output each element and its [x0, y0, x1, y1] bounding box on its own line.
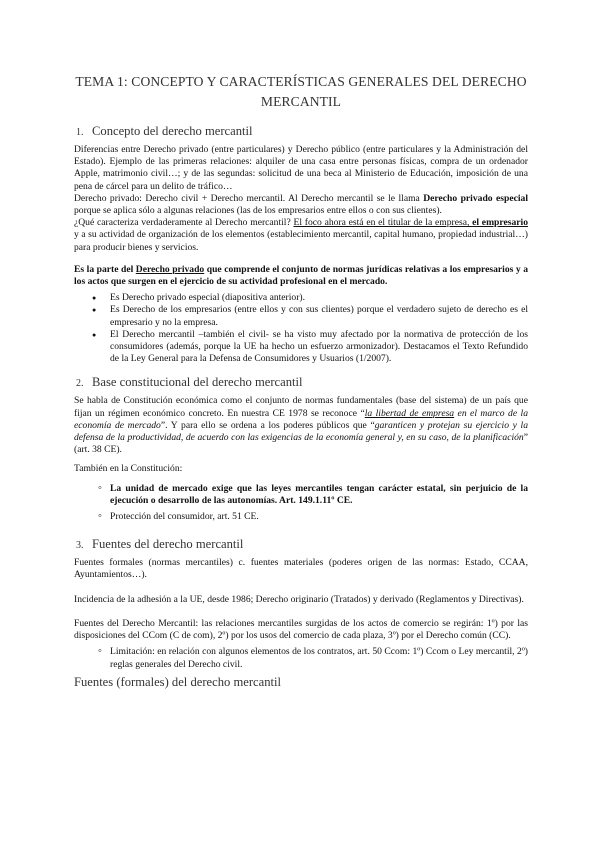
paragraph-incidencia-ue: Incidencia de la adhesión a la UE, desde 1986; Derecho originario (Tratados) y derivado (Reglamentos y Directivas). [74, 593, 524, 605]
fuentes-list [74, 646, 528, 670]
text-run: Derecho privado: Derecho civil + Derecho mercantil. Al Derecho mercantil se le llama [74, 192, 424, 204]
text-run: porque se aplica sólo a algunas relaciones (las de los empresarios entre ellos o con sus clientes). [74, 205, 442, 217]
text-run: ¿Qué caracteriza verdaderamente al Derecho mercantil? [74, 217, 294, 229]
italic-text: en el marco de la economía de mercado [74, 407, 528, 431]
section-number: 2. [76, 378, 84, 390]
document-page [74, 72, 528, 694]
paragraph-caracteriza [74, 217, 528, 254]
list-item: ● El Derecho mercantil –también el civil- se ha visto muy afectado por la normativa de protección de los consumidores (además, porque la UE ha hecho un esfuerzo armonizador). Destacamos el Texto Refundido de la Ley General para la Defensa de Consumidores y Usuarios (1/2007). [74, 329, 528, 366]
section-number: 1. [76, 127, 84, 138]
section-heading-fuentes-formales: Fuentes (formales) del derecho mercantil [74, 674, 282, 689]
underlined-text: El foco ahora está en el titular de la empresa, [293, 217, 473, 229]
paragraph-derecho-privado [74, 193, 528, 217]
page-title: TEMA 1: CONCEPTO Y CARACTERÍSTICAS GENERALES DEL DERECHO MERCANTIL [75, 74, 527, 109]
section-number: 3. [76, 540, 84, 552]
italic-underlined-text: la libertad de empresa [364, 407, 455, 419]
section-heading-text: Base constitucional del derecho mercantil [92, 375, 303, 390]
section-heading-concepto [74, 124, 528, 140]
list-item: ● Es Derecho de los empresarios (entre ellos y con sus clientes) porque el verdadero sujeto de derecho es el empresario y no la empresa. [74, 304, 528, 328]
paragraph-tambien: También en la Constitución: [74, 463, 183, 475]
list-item [74, 483, 528, 507]
section-heading-text: Concepto del derecho mercantil [92, 124, 253, 138]
section-heading-text: Fuentes del derecho mercantil [92, 537, 244, 552]
text-run: Se habla de Constitución económica como el conjunto de normas fundamentales (base del sistema) de un país que fijan un régimen económico concreto. En nuestra CE 1978 se reconoce “ [74, 395, 528, 419]
definition-paragraph [74, 264, 528, 288]
text-run: que comprende el conjunto de normas jurídicas relativas a los empresarios y a los actos que surgen en el ejercicio de su actividad profesional en el mercado. [74, 263, 528, 288]
paragraph-fuentes-formales: Fuentes formales (normas mercantiles) c. fuentes materiales (poderes origen de las normas: Estado, CCAA, Ayuntamientos…). [74, 557, 528, 581]
list-item: ◦ Protección del consumidor, art. 51 CE. [74, 511, 528, 523]
text-run: Es la parte del [74, 263, 136, 275]
bold-term: Derecho privado especial [423, 192, 528, 204]
section-heading-fuentes [74, 537, 528, 553]
constitution-list [74, 483, 528, 524]
text-run: ”. Y para ello se ordena a los poderes públicos que “ [160, 419, 375, 431]
section-heading-base-constitucional [74, 375, 528, 391]
paragraph-constitucion-economica [74, 395, 528, 456]
concept-bullet-list [74, 292, 528, 365]
italic-quote: garanticen y protejan su ejercicio y la defensa de la productividad, de acuerdo con las exigencias de la economía general y, en su caso, de la planificación [74, 419, 528, 444]
bold-text: La unidad de mercado exige que las leyes mercantiles tengan carácter estatal, sin perjuicio de la ejecución o desarrollo de las autonomías. Art. 149.1.11º CE. [110, 482, 528, 506]
list-item: ◦ Limitación: en relación con algunos elementos de los contratos, art. 50 Ccom: 1º) Ccom o Ley mercantil, 2º) reglas generales del Derecho civil. [74, 646, 528, 670]
text-run: y a su actividad de organización de los elementos (establecimiento mercantil, capital humano, propiedad industrial…) para producir bienes y servicios. [74, 229, 528, 253]
list-item: ● Es Derecho privado especial (diapositiva anterior). [74, 292, 528, 304]
paragraph-fuentes-derecho: Fuentes del Derecho Mercantil: las relaciones mercantiles surgidas de los actos de comercio se regirán: 1º) por las disposiciones del CCom (C de com), 2º) por los usos del comercio de cada plaza, 3º) por el Derecho común (CC). [74, 617, 528, 642]
paragraph-diferencias: Diferencias entre Derecho privado (entre particulares) y Derecho público (entre particulares y la Administración del Estado). Ejemplo de las primeras relaciones: alquiler de una casa entre personas físicas, compra de un ordenador Apple, matrimonio civil…; y de las segundas: solicitud de una beca al Ministerio de Educación, imposición de una pena de cárcel para un delito de tráfico… [74, 144, 528, 192]
bold-underlined-term: Derecho privado [135, 263, 205, 275]
bold-underlined-term: el empresario [472, 217, 528, 229]
text-run: ” (art. 38 CE). [74, 432, 528, 456]
